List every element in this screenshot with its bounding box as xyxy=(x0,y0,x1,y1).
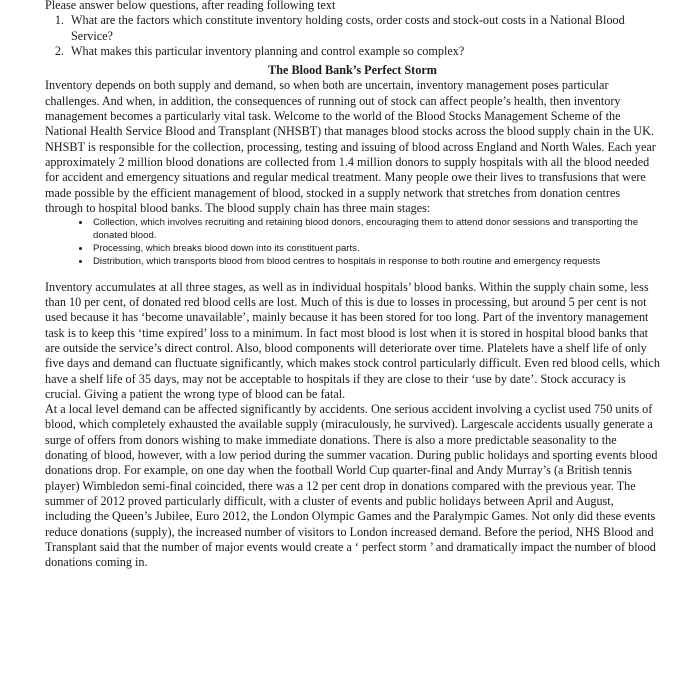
article-title: The Blood Bank’s Perfect Storm xyxy=(268,63,437,78)
stage-item: • Collection, which involves recruiting and retaining blood donors, encouraging them to attend donor sessions and transporting the donated blood. xyxy=(91,217,660,242)
stages-list xyxy=(45,217,660,269)
question-item: 1. What are the factors which constitute inventory holding costs, order costs and stock-out costs in a National Blood Service? xyxy=(67,13,660,44)
question-item: 2. What makes this particular inventory planning and control example so complex? xyxy=(67,44,660,59)
instruction-text: Please answer below questions, after reading following text xyxy=(45,0,336,12)
stage-item: • Distribution, which transports blood from blood centres to hospitals in response to both routine and emergency requests xyxy=(91,256,660,268)
article-paragraph-1: Inventory depends on both supply and demand, so when both are uncertain, inventory management poses particular challenges. And when, in addition, the consequences of running out of stock can affect people’s health, then inventory management becomes a particularly vital task. Welcome to the world of the Blood Stocks Management Scheme of the National Health Service Blood and Transplant (NHSBT) that manages blood stocks across the blood supply chain in the UK. NHSBT is responsible for the collection, processing, testing and issuing of blood across England and North Wales. Each year approximately 2 million blood donations are collected from 1.4 million donors to supply hospitals with all the blood needed for accident and emergency situations and regular medical treatment. Many people owe their lives to transfusions that were made possible by the efficient management of blood, stocked in a supply network that stretches from donation centres through to hospital blood banks. The blood supply chain has three main stages: xyxy=(45,78,656,215)
article-paragraph-2: Inventory accumulates at all three stages, as well as in individual hospitals’ blood banks. Within the supply chain some, less than 10 per cent, of donated red blood cells are lost. Much of this is due to losses in processing, but around 5 per cent is not used because it has ‘become unavailable’, mainly because it has been stored for too long. Part of the inventory management task is to keep this ‘time expired’ loss to a minimum. In fact most blood is lost when it is stored in hospital blood banks that are outside the service’s direct control. Also, blood components will deteriorate over time. Platelets have a shelf life of only five days and demand can fluctuate significantly, which makes stock control particularly difficult. Even red blood cells, which have a shelf life of 35 days, may not be acceptable to hospitals if they are close to their ‘use by date’. Stock accuracy is crucial. Giving a patient the wrong type of blood can be fatal. xyxy=(45,279,660,401)
article-paragraph-3: At a local level demand can be affected significantly by accidents. One serious accident involving a cyclist used 750 units of blood, which completely exhausted the available supply (miraculously, he survived). Largescale accidents usually generate a surge of offers from donors wishing to make immediate donations. There is also a more predictable seasonality to the donating of blood, however, with a low period during the summer vacation. During public holidays and sporting events blood donations drop. For example, on one day when the football World Cup quarter-final and Andy Murray’s (a British tennis player) Wimbledon semi-final coincided, there was a 12 per cent drop in donations compared with the previous year. The summer of 2012 proved particularly difficult, with a cluster of events and public holidays between April and August, including the Queen’s Jubilee, Euro 2012, the London Olympic Games and the Paralympic Games. Not only did these events reduce donations (supply), the increased number of visitors to London increased demand. Before the period, NHS Blood and Transplant said that the number of major events would create a ‘ perfect storm ’ and dramatically impact the number of blood donations coming in. xyxy=(45,402,658,570)
stage-item: • Processing, which breaks blood down into its constituent parts. xyxy=(91,243,660,255)
question-list xyxy=(45,13,660,59)
paragraph-spacer xyxy=(45,270,660,280)
